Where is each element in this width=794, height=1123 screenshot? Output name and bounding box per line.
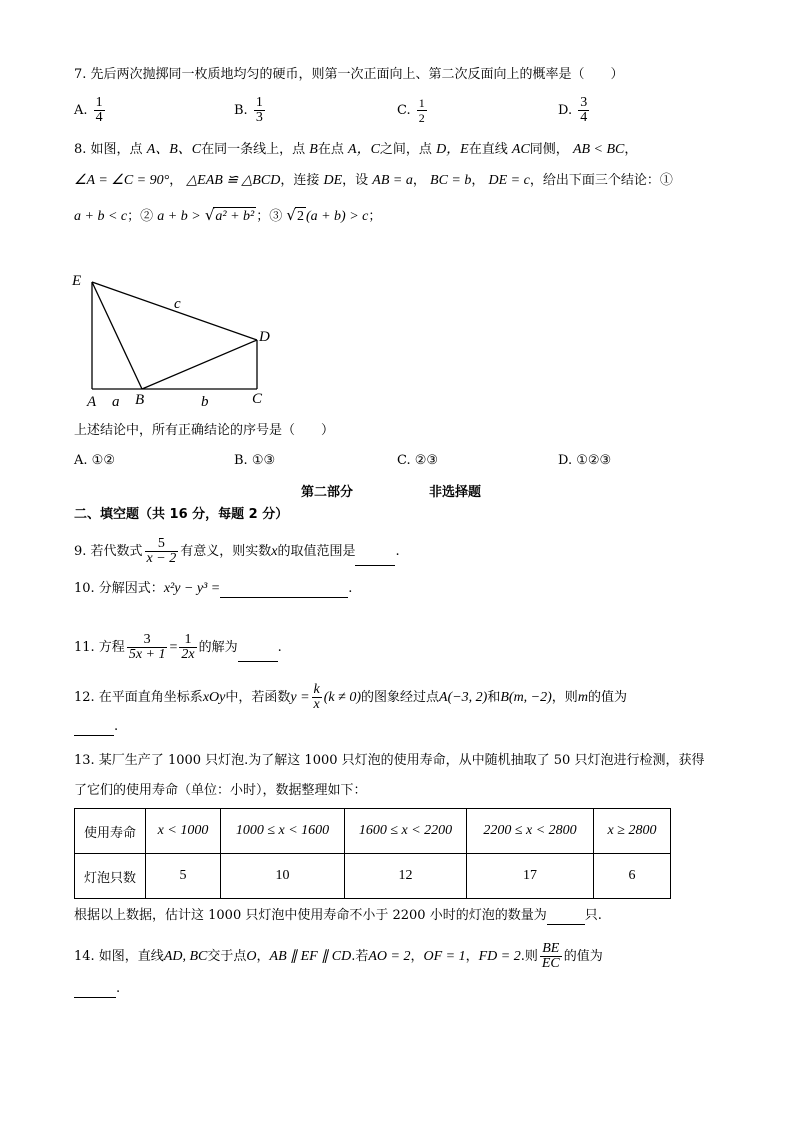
q8-question: 上述结论中，所有正确结论的序号是（ ） [74, 423, 335, 438]
q14-answer-line: . [74, 980, 120, 998]
section2-title: 二、填空题（共 16 分，每题 2 分） [74, 507, 289, 522]
label-c: C [252, 391, 263, 407]
q14: 14. 如图，直线AD, BC交于点O，AB ∥ EF ∥ CD.若AO = 2，OF = 1，FD = 2.则 $\frac{BE}{EC}$ 的值为 [74, 941, 603, 971]
segment-bd [142, 340, 257, 389]
q8-line3: a + b < c；② a + b > √a² + b² ；③ √2 (a + b) > c； [74, 206, 382, 224]
q7-option-a: A. $\frac{1}{4}$ [74, 95, 103, 125]
table-range-cell: x ≥ 2800 [594, 809, 671, 854]
q7-option-b: B. $\frac{1}{3}$ [234, 95, 263, 125]
table-range-cell: 1600 ≤ x < 2200 [345, 809, 467, 854]
q12: 12. 在平面直角坐标系xOy中，若函数y = $\frac{k}{x}$ (k ≠ 0)的图象经过点A(−3, 2)和B(m, −2)，则m的值为 [74, 682, 627, 712]
part2-title-right: 非选择题 [429, 485, 482, 500]
table-count-cell: 12 [345, 854, 467, 899]
label-a-len: a [112, 394, 120, 410]
q13-after: 根据以上数据，估计这 1000 只灯泡中使用寿命不小于 2200 小时的灯泡的数量为 只. [74, 908, 602, 923]
label-a: A [87, 394, 97, 410]
q10: 10. 分解因式：x²y − y³ = . [74, 581, 353, 596]
table-count-cell: 10 [221, 854, 345, 899]
q8-option-c: C. ②③ [397, 453, 439, 468]
table-count-cell: 5 [146, 854, 221, 899]
q7-option-c: C. $\frac{1}{2}$ [397, 96, 425, 125]
label-e: E [72, 273, 82, 289]
part2-title-left: 第二部分 [301, 485, 354, 500]
table-row [75, 854, 671, 899]
table-range-cell: 1000 ≤ x < 1600 [221, 809, 345, 854]
q8-line1: 8. 如图，点 A、B、C在同一条线上，点 B在点 A，C之间，点 D，E在直线 AC同侧， AB < BC， [74, 142, 638, 157]
q13-data-table [74, 808, 671, 899]
table-header-lifespan: 使用寿命 [75, 809, 146, 854]
label-b-len: b [201, 394, 209, 410]
q12-answer-line: . [74, 718, 118, 736]
segment-eb [92, 282, 142, 389]
q11: 11. 方程 $\frac{3}{5x + 1}$ = $\frac{1}{2x}$ 的解为 . [74, 632, 282, 662]
q7-stem: 7. 先后两次抛掷同一枚质地均匀的硬币，则第一次正面向上、第二次反面向上的概率是（ ） [74, 67, 624, 82]
q8-figure [70, 268, 280, 410]
table-row [75, 809, 671, 854]
q9: 9. 若代数式 $\frac{5}{x - 2}$ 有意义，则实数x的取值范围是 . [74, 536, 400, 566]
table-count-cell: 17 [467, 854, 594, 899]
q13-line1: 13. 某厂生产了 1000 只灯泡.为了解这 1000 只灯泡的使用寿命，从中随机抽取了 50 只灯泡进行检测，获得 [74, 753, 705, 768]
q8-option-b: B. ①③ [234, 453, 276, 468]
table-range-cell: 2200 ≤ x < 2800 [467, 809, 594, 854]
q13-line2: 了它们的使用寿命（单位：小时），数据整理如下： [74, 783, 367, 798]
table-count-cell: 6 [594, 854, 671, 899]
label-d: D [259, 329, 270, 345]
table-range-cell: x < 1000 [146, 809, 221, 854]
label-c-len: c [174, 296, 181, 312]
table-header-count: 灯泡只数 [75, 854, 146, 899]
label-b: B [135, 392, 145, 408]
q8-option-a: A. ①② [74, 453, 115, 468]
q8-line2: ∠A = ∠C = 90°， △EAB ≌ △BCD，连接 DE，设 AB = a， BC = b， DE = c，给出下面三个结论：① [74, 173, 673, 188]
q7-option-d: D. $\frac{3}{4}$ [558, 95, 588, 125]
q8-option-d: D. ①②③ [558, 453, 612, 468]
